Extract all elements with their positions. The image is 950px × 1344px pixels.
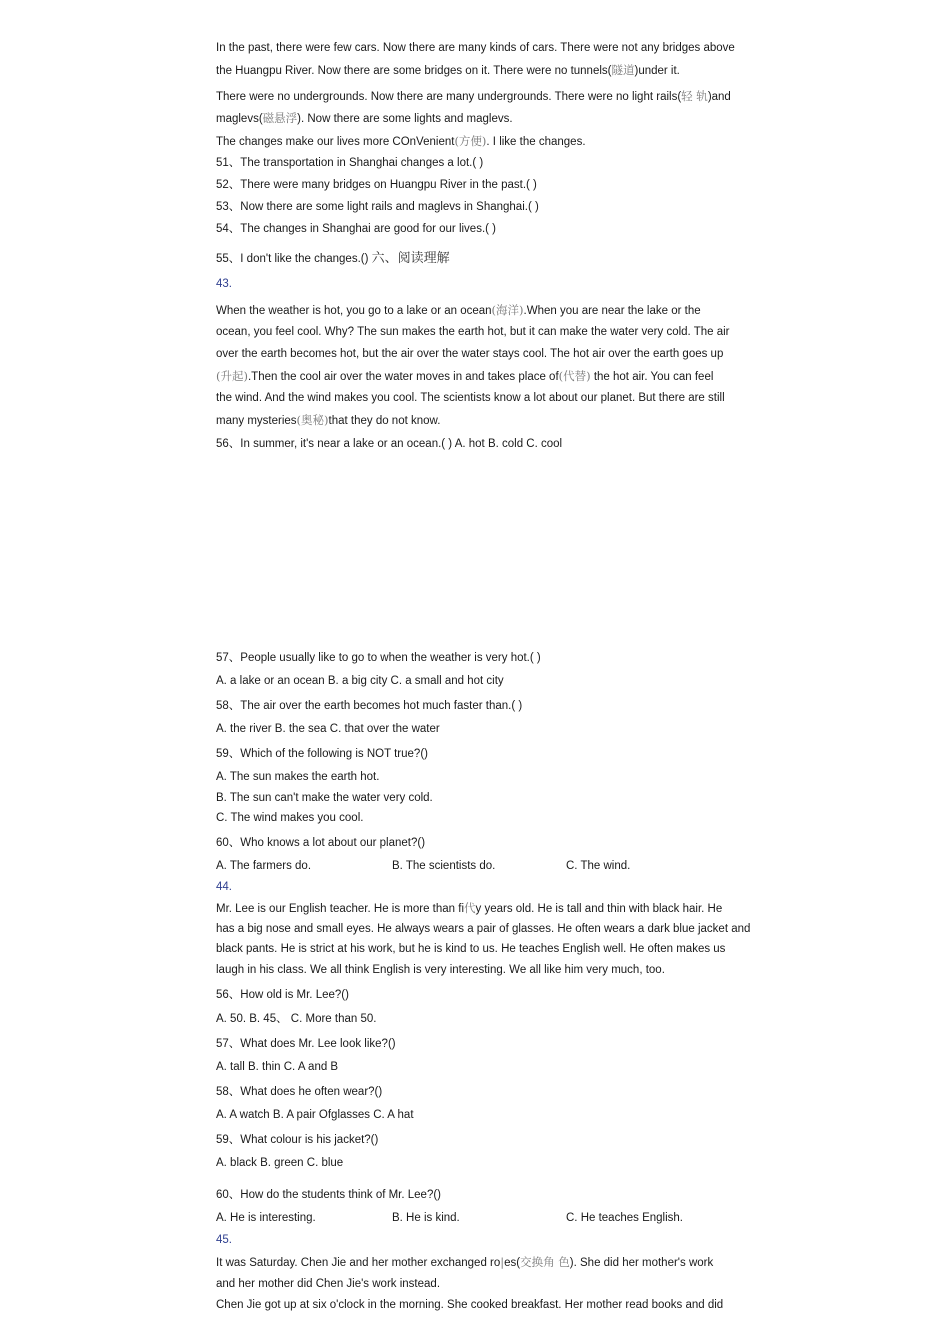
section-heading: 六、阅读理解 (371, 251, 450, 266)
p3-question-59: 59、What colour is his jacket?() (216, 1134, 379, 1146)
passage4-line2: and her mother did Chen Jie's work instead. (216, 1278, 441, 1290)
p3-question-56: 56、How old is Mr. Lee?() (216, 989, 349, 1001)
p3-question-58: 58、What does he often wear?() (216, 1086, 383, 1098)
question-60-option-c: C. The wind. (566, 860, 631, 872)
p3-question-60-option-b: B. He is kind. (392, 1212, 460, 1224)
passage2-line6: many mysteries(奥秘)that they do not know. (216, 413, 441, 427)
question-58: 58、The air over the earth becomes hot much faster than.( ) (216, 700, 523, 712)
passage3-line3: black pants. He is strict at his work, but he is kind to us. He teaches English well. He often makes us (216, 943, 726, 955)
question-57: 57、People usually like to go to when the weather is very hot.( ) (216, 652, 541, 664)
passage2-line5: the wind. And the wind makes you cool. The scientists know a lot about our planet. But there are still (216, 392, 725, 404)
p3-question-57-options: A. tall B. thin C. A and B (216, 1061, 339, 1073)
passage3-line4: laugh in his class. We all think English is very interesting. We all like him very much, too. (216, 964, 665, 976)
passage1-line2: the Huangpu River. Now there are some bridges on it. There were no tunnels(隧道)under it. (216, 63, 680, 77)
p3-question-57: 57、What does Mr. Lee look like?() (216, 1038, 396, 1050)
question-52: 52、There were many bridges on Huangpu River in the past.( ) (216, 179, 537, 191)
passage2-line3: over the earth becomes hot, but the air over the water stays cool. The hot air over the earth goes up (216, 348, 724, 360)
passage4-line1: It was Saturday. Chen Jie and her mother exchanged ro|es(交换角 色). She did her mother's work (216, 1255, 714, 1269)
p3-question-60: 60、How do the students think of Mr. Lee?() (216, 1189, 442, 1201)
passage2-line1: When the weather is hot, you go to a lake or an ocean(海洋).When you are near the lake or the (216, 303, 701, 317)
question-54: 54、The changes in Shanghai are good for our lives.( ) (216, 223, 496, 235)
item-number-45: 45. (216, 1234, 232, 1246)
p3-question-58-options: A. A watch B. A pair Ofglasses C. A hat (216, 1109, 414, 1121)
question-58-options: A. the river B. the sea C. that over the water (216, 723, 440, 735)
question-59-option-c: C. The wind makes you cool. (216, 812, 364, 824)
item-number-43: 43. (216, 278, 232, 290)
question-60-option-b: B. The scientists do. (392, 860, 496, 872)
p3-question-60-option-a: A. He is interesting. (216, 1212, 316, 1224)
question-60-option-a: A. The farmers do. (216, 860, 312, 872)
question-51: 51、The transportation in Shanghai changes a lot.( ) (216, 157, 484, 169)
question-56: 56、In summer, it's near a lake or an ocean.( ) A. hot B. cold C. cool (216, 438, 563, 450)
p3-question-60-option-c: C. He teaches English. (566, 1212, 683, 1224)
passage3-line1: Mr. Lee is our English teacher. He is more than fi代y years old. He is tall and thin with black hair. He (216, 901, 723, 915)
item-number-44: 44. (216, 881, 232, 893)
passage1-line4: maglevs(磁悬浮). Now there are some lights and maglevs. (216, 111, 513, 125)
p3-question-59-options: A. black B. green C. blue (216, 1157, 344, 1169)
question-59-option-b: B. The sun can't make the water very cold. (216, 792, 433, 804)
passage1-line1: In the past, there were few cars. Now there are many kinds of cars. There were not any bridges above (216, 42, 735, 54)
passage2-line2: ocean, you feel cool. Why? The sun makes the earth hot, but it can make the water very cold. The air (216, 326, 730, 338)
question-53: 53、Now there are some light rails and maglevs in Shanghai.( ) (216, 201, 539, 213)
passage4-line3: Chen Jie got up at six o'clock in the morning. She cooked breakfast. Her mother read books and did (216, 1299, 724, 1311)
question-57-options: A. a lake or an ocean B. a big city C. a small and hot city (216, 675, 504, 687)
passage1-line5: The changes make our lives more COnVenient(方便). I like the changes. (216, 134, 586, 148)
passage1-line3: There were no undergrounds. Now there are many undergrounds. There were no light rails(轻 轨)and (216, 89, 731, 103)
question-59: 59、Which of the following is NOT true?() (216, 748, 428, 760)
passage3-line2: has a big nose and small eyes. He always wears a pair of glasses. He often wears a dark blue jacket and (216, 923, 751, 935)
p3-question-56-options: A. 50. B. 45、 C. More than 50. (216, 1013, 377, 1025)
passage2-line4: (升起).Then the cool air over the water moves in and takes place of(代替) the hot air. You can feel (216, 369, 714, 383)
question-60: 60、Who knows a lot about our planet?() (216, 837, 426, 849)
question-55: 55、I don't like the changes.() 六、阅读理解 (216, 251, 450, 266)
question-59-option-a: A. The sun makes the earth hot. (216, 771, 380, 783)
